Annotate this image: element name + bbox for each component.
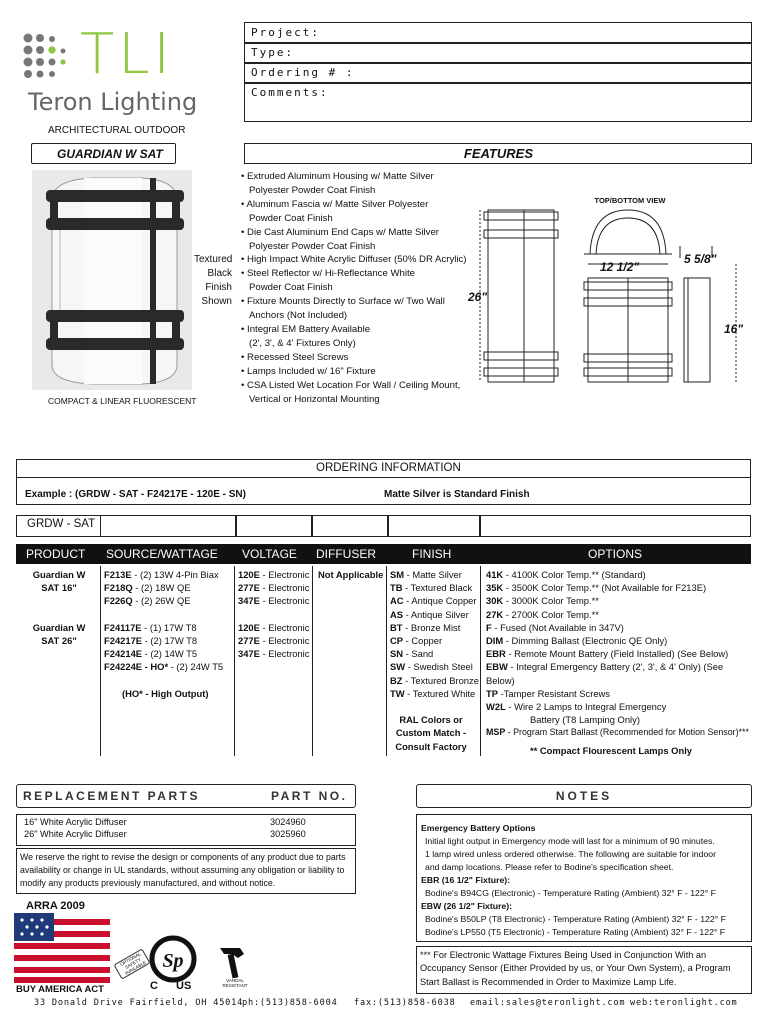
photo-footer: COMPACT & LINEAR FLUORESCENT — [48, 396, 197, 406]
logo-brand-name: Teron Lighting — [28, 88, 198, 116]
source-column: F213E - (2) 13W 4-Pin Biax F218Q - (2) 18W QE F226Q - (2) 26W QE F24117E - (1) 17W T8 F24217E - (2) 17W T8 F24214E - (2) 14W T5 F24224E - HO* - (2) 24W T5 (HO* - High Output) — [104, 569, 224, 699]
optional-safety-label: OPTIONAL SAFETY AVAILABLE — [119, 951, 147, 976]
footer-address: 33 Donald Drive Fairfield, OH 45014 — [34, 998, 244, 1008]
footer-web[interactable]: web:teronlight.com — [630, 998, 738, 1008]
csa-logo-icon — [146, 934, 200, 984]
header-finish: FINISH — [412, 547, 452, 561]
voltage-blank[interactable] — [236, 515, 312, 537]
ordering-prefix: GRDW - SAT — [27, 518, 96, 530]
features-list: • Extruded Aluminum Housing w/ Matte Silver Polyester Powder Coat Finish • Aluminum Fascia w/ Matte Silver Polyester Powder Coat Finish • Die Cast Aluminum End Caps w/ Matte Silver Polyester Powder Coat Finish • High Impact White Acrylic Diffuser (50% DR Acrylic) • Steel Reflector w/ Hi-Reflectance White Powder Coat Finish • Fixture Mounts Directly to Surface w/ Two Wall Anchors (Not Included) • Integral EM Battery Available (2', 3', & 4' Fixtures Only) • Recessed Steel Screws • Lamps Included w/ 16" Fixture • CSA Listed Wet Location For Wall / Ceiling Mount, Vertical or Horizontal Mounting — [241, 171, 467, 405]
header-options: OPTIONS — [588, 547, 643, 561]
notes-lines: Emergency Battery Options Initial light output in Emergency mode will last for a minimum of 90 minutes. 1 lamp wired unless ordered otherwise. The following are suitable for indoor and damp locations. Please refer to Bodine's specification sheet. EBR (16 1/2" Fixture): Bodine's B94CG (Electronic) - Temperature Rating (Ambient) 32° F - 122° F EBW (26 1/2" Fixture): Bodine's B50LP (T8 Electronic) - Temperature Rating (Ambient) 32° F - 122° F Bodine's LP550 (T5 Electronic) - Temperature Rating (Ambient) 32° F - 122° F — [421, 823, 726, 937]
finish-column: SM - Matte Silver TB - Textured Black AC - Antique Copper AS - Antique Silver BT - Bronze Mist CP - Copper SN - Sand SW - Swedish Steel BZ - Textured Bronze TW - Textured White RAL Colors or Custom Match - Consult Factory — [390, 569, 479, 752]
csa-c-label: C — [150, 980, 158, 992]
source-blank[interactable] — [100, 515, 236, 537]
dimension-short: 16" — [724, 322, 744, 336]
product-title: GUARDIAN W SAT — [57, 147, 163, 161]
photo-caption: Textured Black Finish Shown — [194, 254, 233, 307]
type-field[interactable]: Type: — [244, 42, 752, 64]
buy-america-label: BUY AMERICA ACT — [16, 984, 104, 995]
replacement-title: REPLACEMENT PARTS — [23, 789, 200, 803]
dimension-depth: 5 5/8" — [684, 252, 717, 266]
footer-fax: fax:(513)858-6038 — [354, 998, 456, 1008]
dimension-width: 12 1/2" — [600, 260, 640, 274]
arra-label: ARRA 2009 — [26, 900, 85, 912]
vandal-label: VANDAL RESISTANT — [222, 978, 248, 988]
csa-badge — [146, 934, 200, 994]
dimension-tall: 26" — [468, 290, 488, 304]
project-field[interactable]: Project: — [244, 22, 752, 44]
footer-email[interactable]: email:sales@teronlight.com — [470, 998, 626, 1008]
notes-header-box — [416, 784, 752, 808]
sensor-note: *** For Electronic Wattage Fixtures Being Used in Conjunction With an Occupancy Sensor (Either Provided by us, or Your Own System), a Program Start Ballast is Recommended in Order to Maximize Lamp Life. — [420, 950, 731, 987]
header-diffuser: DIFFUSER — [316, 547, 376, 561]
part-no-title: PART NO. — [271, 789, 348, 803]
header-source: SOURCE/WATTAGE — [106, 547, 218, 561]
options-column: 41K - 4100K Color Temp.** (Standard) 35K - 3500K Color Temp.** (Not Available for F213E) 30K - 3000K Color Temp.** 27K - 2700K Color Temp.** F - Fused (Not Available in 347V) DIM - Dimming Ballast (Electronic QE Only) EBR - Remote Mount Battery (Field Installed) (See Below) EBW - Integral Emergency Battery (2', 3', & 4' Only) (See Below) TP -Tamper Resistant Screws W2L - Wire 2 Lamps to Integral Emergency Battery (T8 Lamping Only) MSP - Program Start Ballast (Recommended for Motion Sensor)*** ** Compact Flourescent Lamps Only — [486, 569, 749, 756]
category-label: ARCHITECTURAL OUTDOOR — [48, 125, 186, 136]
features-title: FEATURES — [463, 146, 533, 161]
replacement-item-16: 16" White Acrylic Diffuser — [24, 817, 127, 827]
options-blank[interactable] — [480, 515, 751, 537]
voltage-column: 120E - Electronic 277E - Electronic 347E - Electronic 120E - Electronic 277E - Electronic 347E - Electronic — [238, 569, 310, 660]
csa-us-label: US — [176, 980, 192, 992]
finish-blank[interactable] — [388, 515, 480, 537]
logo-tli: TLI — [80, 22, 174, 87]
ordering-number-field[interactable]: Ordering # : — [244, 62, 752, 84]
logo-dots-icon — [22, 32, 82, 84]
logo — [22, 22, 212, 123]
view-label: TOP/BOTTOM VIEW — [594, 196, 666, 205]
product-column: Guardian W SAT 16" Guardian W SAT 26" — [32, 569, 86, 646]
drawing-lines — [466, 190, 752, 390]
ordering-header-bar — [16, 544, 751, 564]
arra-badge — [14, 900, 110, 996]
ordering-title: ORDERING INFORMATION — [316, 462, 461, 474]
svg-text:Sp: Sp — [162, 950, 184, 972]
header-voltage: VOLTAGE — [242, 547, 297, 561]
replacement-item-26: 26" White Acrylic Diffuser — [24, 829, 127, 839]
dimension-drawing — [466, 190, 752, 390]
vandal-badge — [210, 944, 260, 994]
diffuser-column: Not Applicable — [318, 569, 384, 580]
disclaimer-text: We reserve the right to revise the design or components of any product due to parts availability or change in UL standards, without assuming any obligation or liability to modify any products previously manufactured, and without notice. — [20, 852, 346, 888]
replacement-part-26: 3025960 — [270, 829, 306, 839]
standard-finish-note: Matte Silver is Standard Finish — [384, 489, 530, 500]
footer-phone: ph:(513)858-6004 — [242, 998, 338, 1008]
notes-title: NOTES — [555, 789, 613, 803]
product-photo — [32, 170, 192, 390]
ordering-example: Example : (GRDW - SAT - F24217E - 120E - SN) — [25, 489, 246, 500]
us-flag-icon — [14, 913, 110, 983]
features-title-box — [244, 143, 752, 164]
hammer-icon — [210, 944, 260, 980]
comments-field[interactable]: Comments: — [244, 82, 752, 122]
header-product: PRODUCT — [26, 547, 86, 561]
fixture-photo-icon — [32, 170, 192, 390]
replacement-header-box — [16, 784, 356, 808]
product-title-box — [31, 143, 176, 164]
diffuser-blank[interactable] — [312, 515, 388, 537]
replacement-part-16: 3024960 — [270, 817, 306, 827]
